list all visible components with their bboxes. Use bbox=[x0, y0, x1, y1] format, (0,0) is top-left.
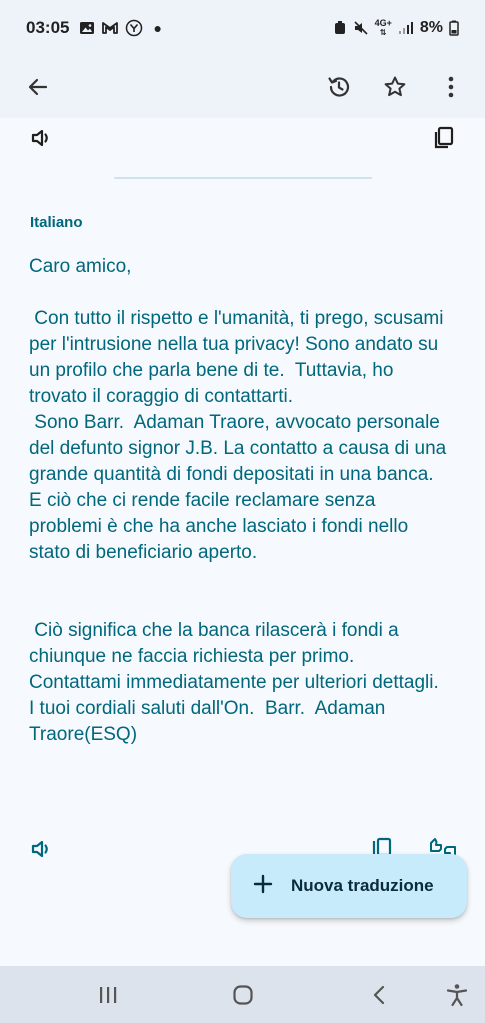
copy-icon[interactable] bbox=[430, 122, 458, 154]
gallery-icon bbox=[79, 21, 95, 35]
status-time: 03:05 bbox=[26, 18, 70, 37]
app-bar bbox=[0, 56, 485, 118]
translation-panel bbox=[0, 118, 485, 966]
history-icon[interactable] bbox=[319, 67, 359, 107]
accessibility-icon[interactable] bbox=[442, 980, 472, 1010]
arrow-back-icon[interactable] bbox=[18, 67, 58, 107]
more-vert-icon[interactable] bbox=[431, 67, 471, 107]
home-icon[interactable] bbox=[228, 980, 258, 1010]
alarm-icon bbox=[333, 20, 347, 36]
system-navigation-bar bbox=[0, 966, 485, 1023]
recent-apps-icon[interactable] bbox=[93, 980, 123, 1010]
network-4g-label: 4G+ ⇅ bbox=[374, 18, 392, 37]
new-translation-button[interactable] bbox=[231, 854, 467, 918]
battery-icon bbox=[449, 20, 459, 36]
star-icon[interactable] bbox=[375, 67, 415, 107]
back-nav-icon[interactable] bbox=[364, 980, 394, 1010]
speaker-icon[interactable] bbox=[26, 122, 58, 154]
gmail-icon bbox=[101, 21, 119, 35]
plus-icon bbox=[253, 874, 273, 899]
network-type: 4G+ bbox=[374, 18, 392, 28]
status-bar bbox=[0, 0, 485, 56]
target-language-label: Italiano bbox=[30, 214, 83, 231]
mute-icon bbox=[353, 20, 369, 36]
notification-dot-icon: ● bbox=[153, 20, 162, 36]
section-divider bbox=[114, 177, 372, 179]
translated-text: Caro amico, Con tutto il rispetto e l'umanità, ti prego, scusami per l'intrusione nella tua privacy! Sono andato su un profilo che parla bene di te. Tuttavia, ho trovato il coraggio di contattarti. Sono Barr. Adaman Traore, avvocato personale del defunto signor J.B. La contatto a causa di una grande quantità di fondi depositati in una banca. E ciò che ci rende facile reclamare senza problemi è che ha anche lasciato i fondi nello stato di beneficiario aperto. Ciò significa che la banca rilascerà i fondi a chiunque ne faccia richiesta per primo. Contattami immediatamente per ulteriori dettagli. I tuoi cordiali saluti dall'On. Barr. Adaman Traore(ESQ) bbox=[29, 256, 447, 745]
app-bar-actions bbox=[319, 67, 471, 107]
yahoo-icon bbox=[125, 19, 143, 37]
status-bar-left bbox=[26, 18, 162, 38]
speaker-icon[interactable] bbox=[26, 833, 58, 865]
new-translation-label: Nuova traduzione bbox=[291, 876, 434, 895]
battery-percent: 8% bbox=[419, 19, 443, 36]
status-bar-right bbox=[333, 19, 459, 37]
signal-icon bbox=[398, 21, 414, 35]
